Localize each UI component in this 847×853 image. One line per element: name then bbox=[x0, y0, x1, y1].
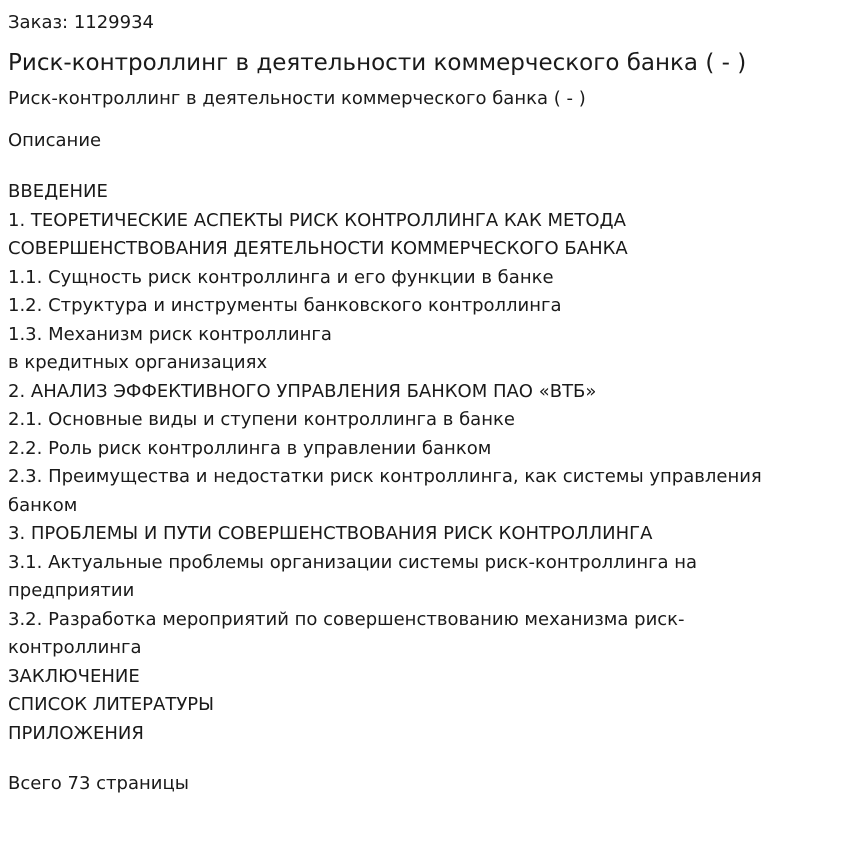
toc-item: в кредитных организациях bbox=[8, 352, 268, 373]
toc-item: предприятии bbox=[8, 580, 135, 601]
toc-item: 3.1. Актуальные проблемы организации системы риск-контроллинга на bbox=[8, 551, 698, 573]
page-title: Риск-контроллинг в деятельности коммерческого банка ( - ) bbox=[8, 50, 747, 76]
toc-item: 1.1. Сущность риск контроллинга и его функции в банке bbox=[8, 266, 554, 288]
toc-item: 2.1. Основные виды и ступени контроллинга в банке bbox=[8, 409, 515, 430]
toc-item: СОВЕРШЕНСТВОВАНИЯ ДЕЯТЕЛЬНОСТИ КОММЕРЧЕСКОГО БАНКА bbox=[8, 238, 628, 259]
toc-item: 3. ПРОБЛЕМЫ И ПУТИ СОВЕРШЕНСТВОВАНИЯ РИСК КОНТРОЛЛИНГА bbox=[8, 523, 653, 544]
toc-item: СПИСОК ЛИТЕРАТУРЫ bbox=[8, 694, 215, 715]
toc-item: 1.3. Механизм риск контроллинга bbox=[8, 323, 332, 345]
toc-item: 2.3. Преимущества и недостатки риск контроллинга, как системы управления bbox=[8, 466, 762, 487]
order-number: Заказ: 1129934 bbox=[8, 12, 154, 33]
toc-item: 3.2. Разработка мероприятий по совершенствованию механизма риск- bbox=[8, 608, 685, 630]
toc-item: 2. АНАЛИЗ ЭФФЕКТИВНОГО УПРАВЛЕНИЯ БАНКОМ ПАО «ВТБ» bbox=[8, 380, 597, 402]
toc-item: ПРИЛОЖЕНИЯ bbox=[8, 722, 144, 744]
toc-item: контроллинга bbox=[8, 637, 142, 658]
toc-item: ЗАКЛЮЧЕНИЕ bbox=[8, 665, 140, 687]
description-label: Описание bbox=[8, 130, 102, 151]
total-pages: Всего 73 страницы bbox=[8, 773, 189, 794]
table-of-contents bbox=[8, 178, 839, 748]
toc-item: 2.2. Роль риск контроллинга в управлении банком bbox=[8, 437, 492, 459]
toc-item: 1.2. Структура и инструменты банковского контроллинга bbox=[8, 295, 562, 316]
toc-item: ВВЕДЕНИЕ bbox=[8, 181, 108, 202]
toc-item: 1. ТЕОРЕТИЧЕСКИЕ АСПЕКТЫ РИСК КОНТРОЛЛИНГА КАК МЕТОДА bbox=[8, 209, 626, 231]
toc-item: банком bbox=[8, 494, 78, 516]
page-subtitle: Риск-контроллинг в деятельности коммерческого банка ( - ) bbox=[8, 88, 586, 109]
